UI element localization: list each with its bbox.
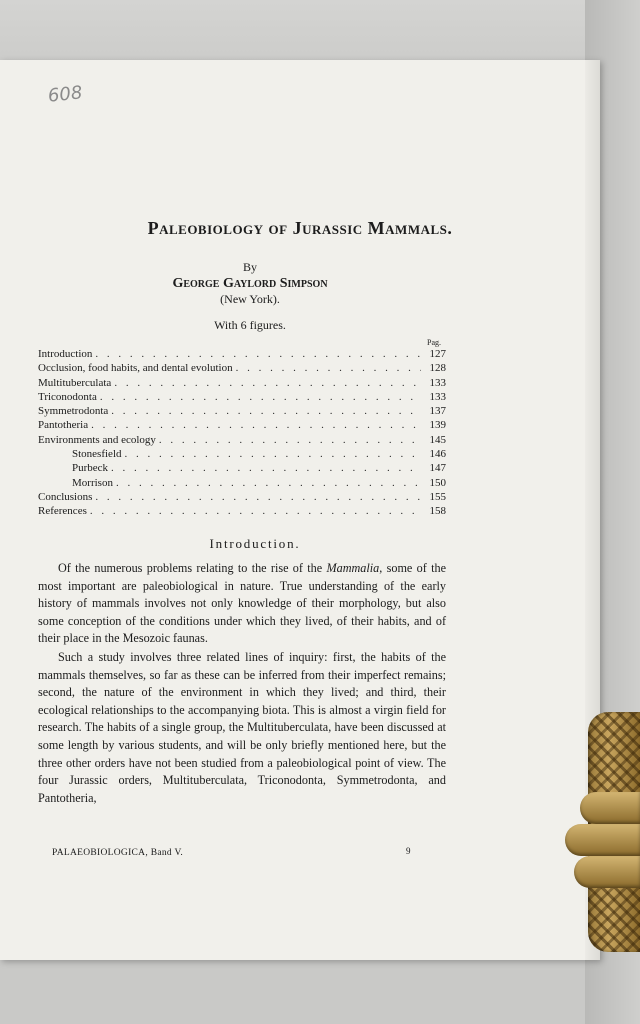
toc-leader-dots [114,376,421,390]
toc-entry [38,376,446,390]
toc-leader-dots [90,504,421,518]
table-of-contents [38,347,446,519]
toc-entry-label: Purbeck [72,462,109,475]
toc-entry-label: Conclusions [38,490,93,503]
body-text [38,560,446,807]
toc-entry-page: 127 [429,348,446,360]
author-location: (New York). [220,292,280,306]
toc-entry-label: Triconodonta [38,390,97,403]
toc-entry-label: Morrison [72,476,113,489]
toc-entry-label: Pantotheria [38,419,89,432]
toc-entry-page: 145 [429,433,446,446]
toc-leader-dots [100,390,421,404]
toc-entry-page: 150 [429,476,446,489]
toc-entry [38,390,446,404]
author-name: George Gaylord Simpson [172,276,328,291]
journal-footer: PALAEOBIOLOGICA, Band V. [52,848,184,858]
toc-leader-dots [95,490,421,504]
paragraph-1: Of the numerous problems relating to the rise of the Mammalia, some of the most important are paleobiological in nature. True understanding of the early history of mammals involves not only knowledge of their morphology, but also some conception of the conditions under which they lived, of their habits, and of their place in the Mesozoic faunas. [38,561,446,646]
toc-entry-page: 147 [429,462,446,475]
toc-leader-dots [159,433,421,447]
toc-leader-dots [95,347,421,361]
toc-page-header: Pag. [427,338,441,347]
stand-clip-bottom [574,856,640,888]
toc-entry-page: 133 [429,390,446,403]
toc-entry [38,433,446,447]
stand-clip-middle [565,824,640,856]
toc-entry-label: Introduction [38,348,93,360]
byline-by: By [242,260,257,274]
section-heading: Introduction. [209,536,301,551]
document-page [0,60,600,960]
signature-mark: 9 [406,846,411,856]
toc-entry-page: 133 [429,376,446,389]
toc-entry [38,418,446,432]
toc-entry [38,490,446,504]
paragraph-2: Such a study involves three related lines of inquiry: first, the habits of the mammals themselves, so far as these can be inferred from their imperfect remains; second, the nature of the environment in which they lived; and third, their ecological relationships to the accompanying biota. This is almost a virgin field for research. The habits of a single group, the Multituberculata, have been discussed at some length by various students, and will be only briefly mentioned here, but the three other orders have not been studied from a paleobiological point of view. The four Jurassic orders, Multituberculata, Triconodonta, Symmetrodonta, and Pantotheria, [38,649,446,805]
article-title-text: Paleobiology of Jurassic Mammals. [147,218,453,238]
toc-entry-page: 146 [429,448,446,461]
toc-entry [38,361,446,375]
toc-leader-dots [111,404,421,418]
toc-entry [38,461,446,475]
toc-entry [38,504,446,518]
toc-entry-label: Stonesfield [72,448,122,461]
toc-leader-dots [111,461,421,475]
toc-entry-page: 155 [429,490,446,503]
toc-entry-page: 139 [429,419,446,432]
figure-count: With 6 figures. [214,318,286,332]
toc-entry-label: Environments and ecology [38,433,156,446]
toc-entry-page: 158 [429,505,446,518]
toc-entry-label: References [38,505,87,518]
toc-entry-page: 128 [429,362,446,375]
toc-entry-label: Multituberculata [38,376,112,389]
toc-entry [38,476,446,490]
toc-leader-dots [91,418,421,432]
toc-entry-page: 137 [429,405,446,418]
article-title [0,218,600,239]
toc-entry [38,347,446,361]
toc-entry [38,447,446,461]
toc-entry-label: Occlusion, food habits, and dental evolution [38,362,233,375]
toc-entry [38,404,446,418]
toc-leader-dots [236,361,421,375]
toc-entry-label: Symmetrodonta [38,405,109,418]
pencil-annotation: 608 [46,82,84,107]
toc-leader-dots [116,476,421,490]
stand-clip-top [580,792,640,824]
toc-leader-dots [125,447,422,461]
